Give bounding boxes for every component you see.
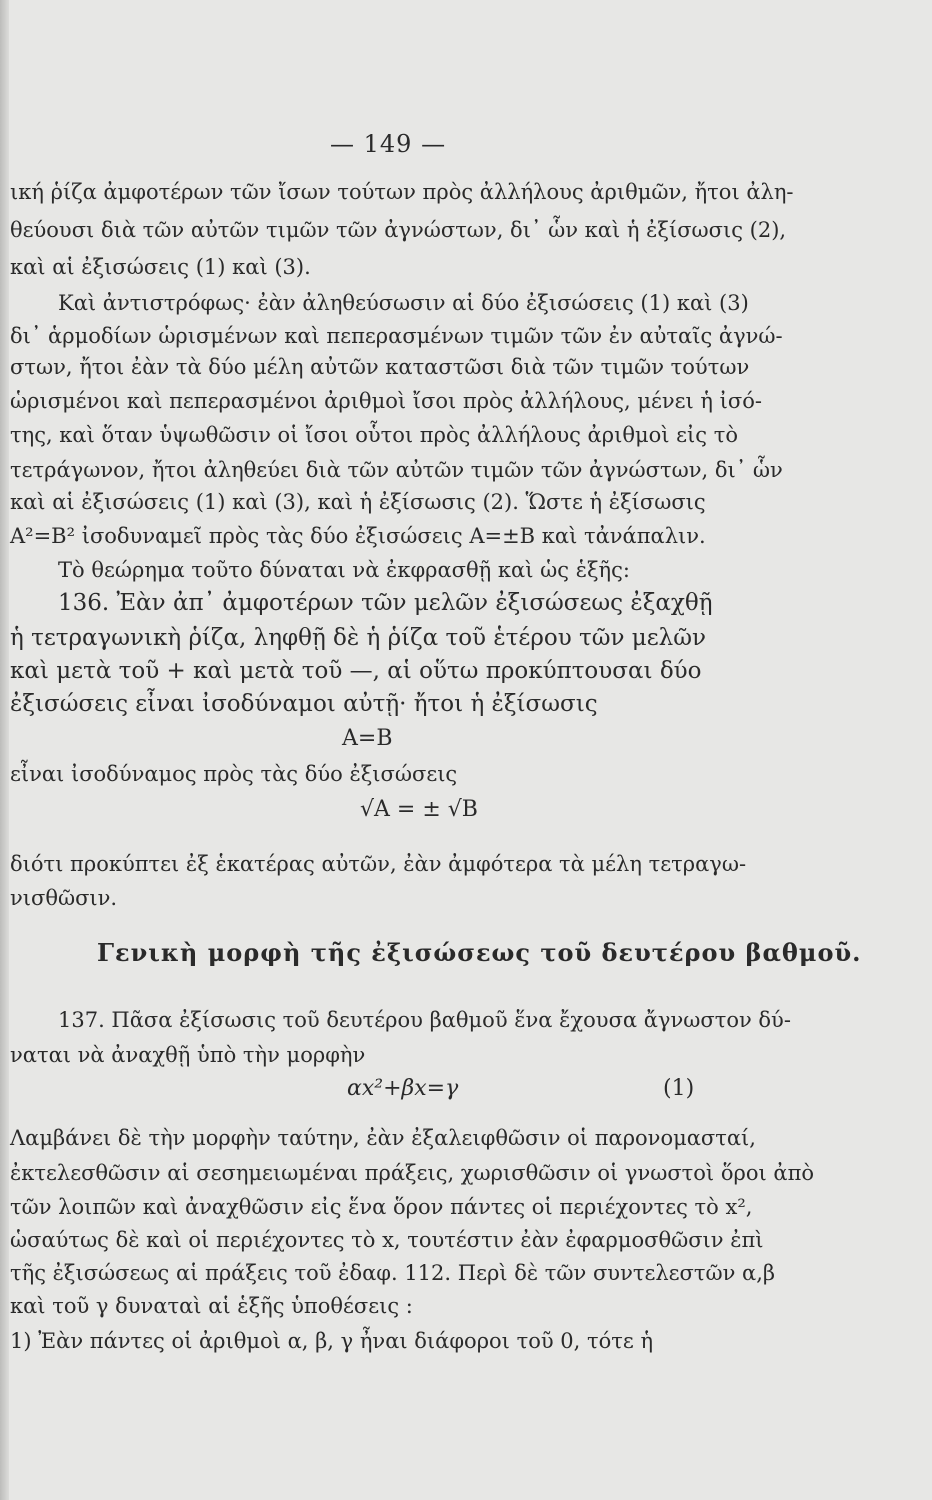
text-line: 136. Ἐὰν ἀπ᾽ ἀμφοτέρων τῶν μελῶν ἐξισώσεως ἐξαχθῇ	[58, 590, 713, 616]
text-line: Καὶ ἀντιστρόφως· ἐὰν ἀληθεύσωσιν αἱ δύο ἐξισώσεις (1) καὶ (3)	[58, 291, 749, 315]
text-line: ἐκτελεσθῶσιν αἱ σεσημειωμέναι πράξεις, χωρισθῶσιν οἱ γνωστοὶ ὅροι ἀπὸ	[10, 1161, 815, 1185]
equation-quadratic: αx²+βx=γ	[347, 1076, 459, 1101]
text-line: διότι προκύπτει ἐξ ἑκατέρας αὐτῶν, ἐὰν ἀμφότερα τὰ μέλη τετραγω-	[10, 852, 747, 876]
text-line: A²=B² ἰσοδυναμεῖ πρὸς τὰς δύο ἐξισώσεις A=±B καὶ τἀνάπαλιν.	[10, 524, 706, 548]
text-line: ὡρισμένοι καὶ πεπερασμένοι ἀριθμοὶ ἴσοι πρὸς ἀλλήλους, μένει ἡ ἰσό-	[10, 389, 762, 413]
text-line: ἡ τετραγωνικὴ ῥίζα, ληφθῇ δὲ ἡ ῥίζα τοῦ ἑτέρου τῶν μελῶν	[10, 625, 706, 651]
page-edge-shadow	[0, 0, 9, 1500]
text-line: τῶν λοιπῶν καὶ ἀναχθῶσιν εἰς ἕνα ὅρον πάντες οἱ περιέχοντες τὸ x²,	[10, 1195, 753, 1219]
text-line: δι᾽ ἁρμοδίων ὡρισμένων καὶ πεπερασμένων τιμῶν τῶν ἐν αὐταῖς ἀγνώ-	[10, 324, 783, 348]
text-line: νισθῶσιν.	[10, 886, 118, 910]
text-line: θεύουσι διὰ τῶν αὐτῶν τιμῶν τῶν ἀγνώστων, δι᾽ ὧν καὶ ἡ ἐξίσωσις (2),	[10, 218, 787, 242]
text-line: της, καὶ ὅταν ὑψωθῶσιν οἱ ἴσοι οὗτοι πρὸς ἀλλήλους ἀριθμοὶ εἰς τὸ	[10, 423, 738, 447]
text-line: στων, ἤτοι ἐὰν τὰ δύο μέλη αὐτῶν καταστῶσι διὰ τῶν τιμῶν τούτων	[10, 355, 750, 379]
text-line: ναται νὰ ἀναχθῇ ὑπὸ τὴν μορφὴν	[10, 1043, 366, 1067]
text-line: 1) Ἐὰν πάντες οἱ ἀριθμοὶ α, β, γ ἦναι διάφοροι τοῦ 0, τότε ἡ	[10, 1329, 654, 1353]
text-line: ὡσαύτως δὲ καὶ οἱ περιέχοντες τὸ x, τουτέστιν ἐὰν ἐφαρμοσθῶσιν ἐπὶ	[10, 1228, 764, 1252]
equation-sqrt: √A = ± √B	[360, 797, 478, 822]
text-line: Τὸ θεώρημα τοῦτο δύναται νὰ ἐκφρασθῇ καὶ ὡς ἑξῆς:	[58, 558, 630, 582]
text-line: 137. Πᾶσα ἐξίσωσις τοῦ δευτέρου βαθμοῦ ἕνα ἔχουσα ἄγνωστον δύ-	[58, 1008, 791, 1032]
text-line: καὶ μετὰ τοῦ + καὶ μετὰ τοῦ —, αἱ οὕτω προκύπτουσαι δύο	[10, 658, 702, 684]
section-heading: Γενικὴ μορφὴ τῆς ἐξισώσεως τοῦ δευτέρου βαθμοῦ.	[97, 938, 862, 967]
page-number: — 149 —	[330, 130, 447, 158]
text-line: ἐξισώσεις εἶναι ἰσοδύναμοι αὐτῇ· ἤτοι ἡ ἐξίσωσις	[10, 691, 598, 717]
text-line: εἶναι ἰσοδύναμος πρὸς τὰς δύο ἐξισώσεις	[10, 762, 458, 786]
equation-a-equals-b: A=B	[342, 726, 393, 751]
text-line: Λαμβάνει δὲ τὴν μορφὴν ταύτην, ἐὰν ἐξαλειφθῶσιν οἱ παρονομασταί,	[10, 1126, 756, 1150]
equation-label: (1)	[663, 1076, 695, 1101]
text-line: τετράγωνον, ἤτοι ἀληθεύει διὰ τῶν αὐτῶν τιμῶν τῶν ἀγνώστων, δι᾽ ὧν	[10, 458, 783, 482]
text-line: ική ῥίζα ἀμφοτέρων τῶν ἴσων τούτων πρὸς ἀλλήλους ἀριθμῶν, ἤτοι ἀλη-	[10, 180, 794, 204]
text-line: καὶ τοῦ γ δυναταὶ αἱ ἑξῆς ὑποθέσεις :	[10, 1294, 413, 1318]
text-line: καὶ αἱ ἐξισώσεις (1) καὶ (3), καὶ ἡ ἐξίσωσις (2). Ὥστε ἡ ἐξίσωσις	[10, 490, 706, 514]
text-line: τῆς ἐξισώσεως αἱ πράξεις τοῦ ἐδαφ. 112. Περὶ δὲ τῶν συντελεστῶν α,β	[10, 1261, 776, 1285]
text-line: καὶ αἱ ἐξισώσεις (1) καὶ (3).	[10, 255, 311, 279]
